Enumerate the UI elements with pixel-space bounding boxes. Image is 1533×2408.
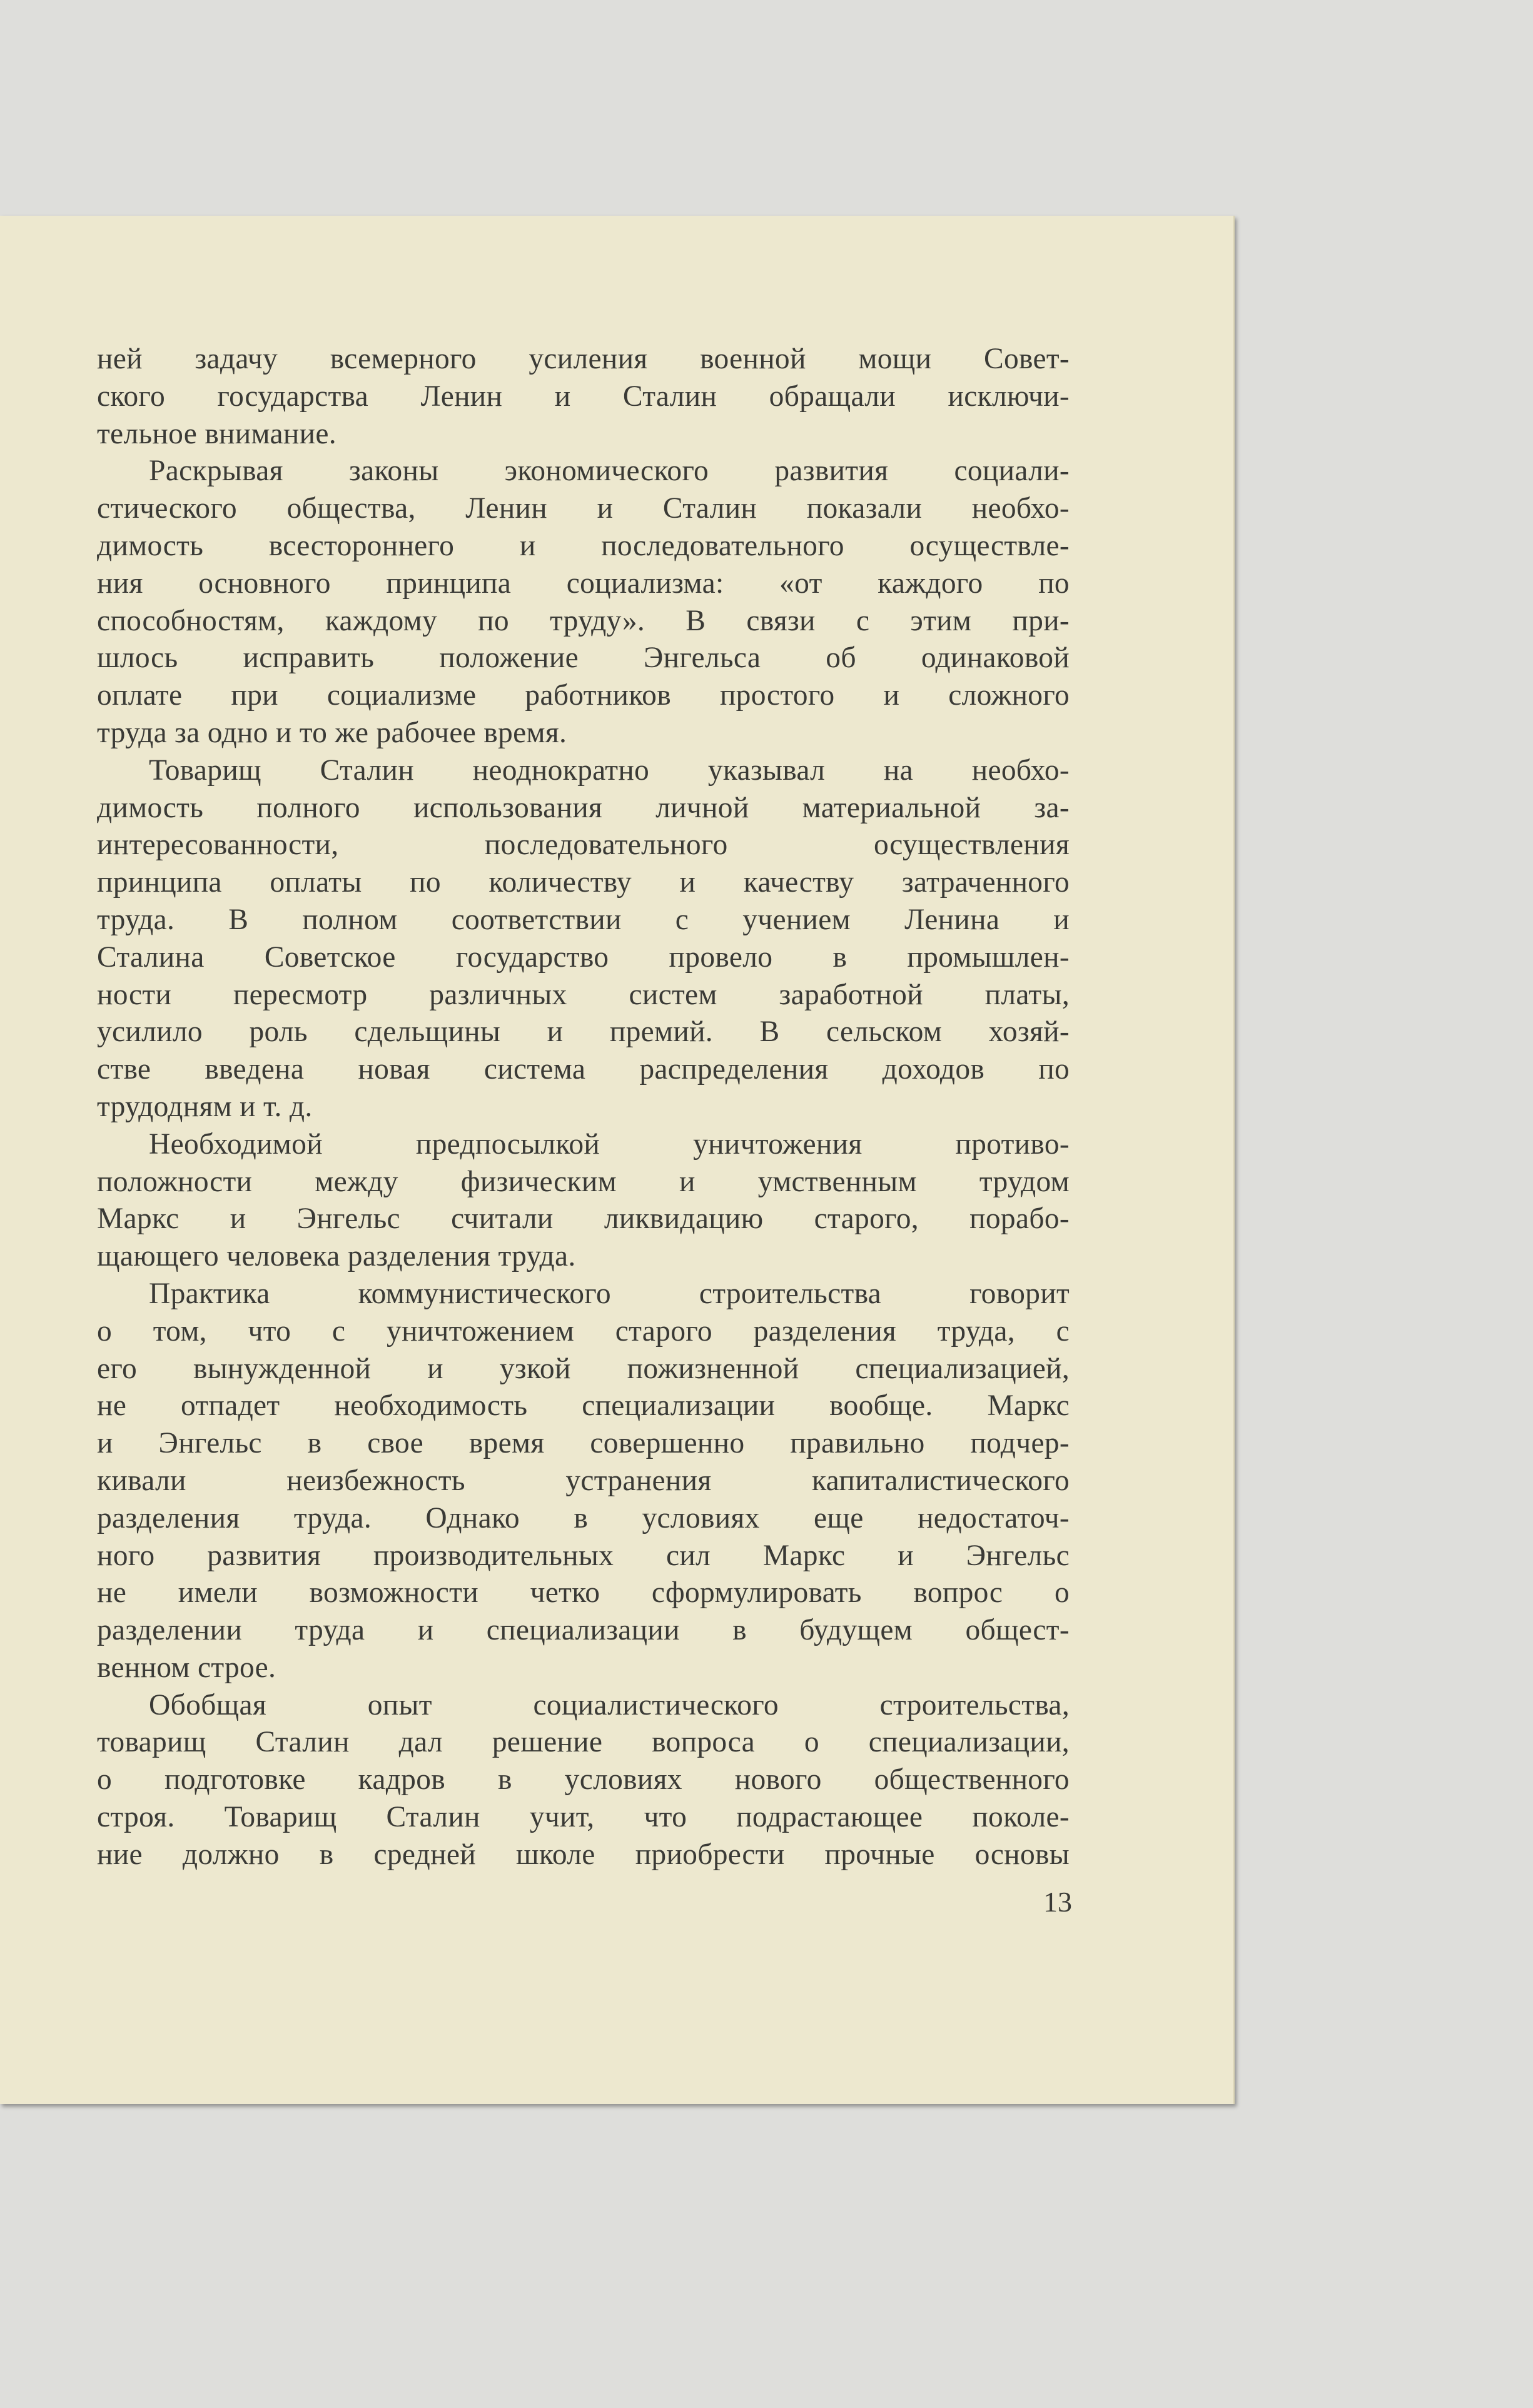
text-line: разделения труда. Однако в условиях еще недостаточ- <box>97 1501 1070 1534</box>
text-line: интересованности, последовательного осуществления <box>97 829 1070 862</box>
text-line: щающего человека разделения труда. <box>97 1240 576 1273</box>
text-line: не имели возможности четко сформулировать вопрос о <box>97 1576 1070 1610</box>
text-line: стве введена новая система распределения доходов по <box>97 1053 1070 1086</box>
text-line: Маркс и Энгельс считали ликвидацию старого, порабо- <box>97 1202 1070 1236</box>
text-line: димость полного использования личной материальной за- <box>97 791 1070 824</box>
text-line: Товарищ Сталин неоднократно указывал на необхо- <box>149 753 1070 787</box>
text-line: венном строе. <box>97 1651 276 1684</box>
text-line: Раскрывая законы экономического развития социали- <box>149 455 1070 488</box>
text-line: его вынужденной и узкой пожизненной специализацией, <box>97 1352 1070 1385</box>
text-line: Необходимой предпосылкой уничтожения противо- <box>149 1127 1070 1161</box>
text-line: стического общества, Ленин и Сталин показали необхо- <box>97 492 1070 525</box>
text-line: разделении труда и специализации в будущем общест- <box>97 1614 1070 1647</box>
text-line: труда. В полном соответствии с учением Ленина и <box>97 903 1070 936</box>
page-number: 13 <box>1043 1886 1072 1918</box>
text-line: труда за одно и то же рабочее время. <box>97 716 567 749</box>
text-line: кивали неизбежность устранения капиталистического <box>97 1464 1070 1497</box>
text-line: положности между физическим и умственным трудом <box>97 1165 1070 1198</box>
text-line: принципа оплаты по количеству и качеству затраченного <box>97 866 1070 899</box>
text-line: ние должно в средней школе приобрести прочные основы <box>97 1838 1070 1871</box>
text-line: трудодням и т. д. <box>97 1090 313 1123</box>
text-line: Обобщая опыт социалистического строительства, <box>149 1688 1070 1721</box>
book-page <box>0 216 1235 2104</box>
text-line: Сталина Советское государство провело в промышлен- <box>97 940 1070 974</box>
text-line: тельное внимание. <box>97 417 336 450</box>
text-line: строя. Товарищ Сталин учит, что подрастающее поколе- <box>97 1801 1070 1834</box>
text-line: о подготовке кадров в условиях нового общественного <box>97 1763 1070 1796</box>
text-line: способностям, каждому по труду». В связи с этим при- <box>97 604 1070 637</box>
text-line: димость всестороннего и последовательного осуществле- <box>97 529 1070 562</box>
text-line: и Энгельс в свое время совершенно правильно подчер- <box>97 1427 1070 1460</box>
text-line: оплате при социализме работников простого и сложного <box>97 679 1070 712</box>
text-line: ного развития производительных сил Маркс и Энгельс <box>97 1539 1070 1572</box>
text-line: не отпадет необходимость специализации вообще. Маркс <box>97 1389 1070 1423</box>
text-line: ния основного принципа социализма: «от каждого по <box>97 567 1070 600</box>
body-text <box>97 341 1070 1874</box>
text-line: усилило роль сдельщины и премий. В сельском хозяй- <box>97 1015 1070 1049</box>
text-line: о том, что с уничтожением старого разделения труда, с <box>97 1314 1070 1348</box>
text-line: Практика коммунистического строительства говорит <box>149 1277 1070 1310</box>
text-line: ней задачу всемерного усиления военной мощи Совет- <box>97 343 1070 375</box>
text-line: ского государства Ленин и Сталин обращали исключи- <box>97 380 1070 413</box>
text-line: шлось исправить положение Энгельса об одинаковой <box>97 642 1070 675</box>
text-line: ности пересмотр различных систем заработной платы, <box>97 978 1070 1011</box>
text-line: товарищ Сталин дал решение вопроса о специализации, <box>97 1726 1070 1759</box>
